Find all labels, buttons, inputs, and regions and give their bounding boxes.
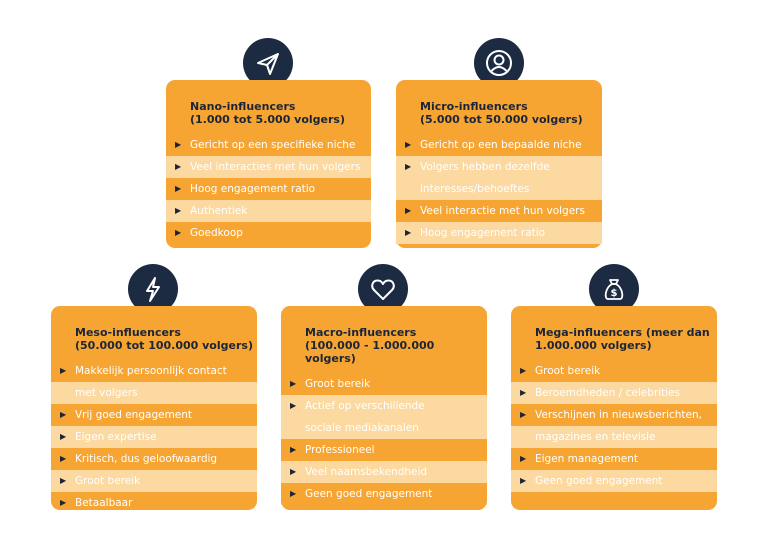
list-item: ▶ Authentiek: [166, 200, 371, 222]
card-nano-influencers: [166, 80, 371, 248]
list-item: ▶ Veel naamsbekendheid: [281, 461, 487, 483]
list-item: ▶ Veel interacties met hun volgers: [166, 156, 371, 178]
bullet-icon: ▶: [290, 467, 297, 476]
item-list: [51, 360, 257, 514]
bullet-icon: ▶: [60, 410, 67, 419]
card-title: Nano-influencers (1.000 tot 5.000 volgers): [190, 100, 346, 126]
list-item: ▶ Gericht op een bepaalde niche: [396, 134, 602, 156]
list-item: ▶ Gericht op een specifieke niche: [166, 134, 371, 156]
bullet-icon: ▶: [520, 476, 527, 485]
list-item: ▶ Hoog engagement ratio: [166, 178, 371, 200]
card-meso-influencers: [51, 306, 257, 510]
list-item: ▶ Actief op verschillende: [281, 395, 487, 417]
bullet-icon: ▶: [60, 454, 67, 463]
card-title: Mega-influencers (meer dan 1.000.000 volgers): [535, 326, 710, 352]
list-item: magazines en televisie: [511, 426, 717, 448]
list-item: sociale mediakanalen: [281, 417, 487, 439]
list-item: ▶ Kritisch, dus geloofwaardig: [51, 448, 257, 470]
bullet-icon: ▶: [290, 445, 297, 454]
list-item: ▶ Geen goed engagement: [511, 470, 717, 492]
bullet-icon: ▶: [405, 228, 412, 237]
list-item: ▶ Makkelijk persoonlijk contact: [51, 360, 257, 382]
bullet-icon: ▶: [405, 206, 412, 215]
svg-text:$: $: [610, 288, 618, 299]
bullet-icon: ▶: [175, 206, 182, 215]
list-item: ▶ Beroemdheden / celebrities: [511, 382, 717, 404]
bullet-icon: ▶: [175, 140, 182, 149]
list-item: ▶ Verschijnen in nieuwsberichten,: [511, 404, 717, 426]
bullet-icon: ▶: [405, 140, 412, 149]
list-item: ▶ Groot bereik: [51, 470, 257, 492]
list-item: ▶ Groot bereik: [281, 373, 487, 395]
bullet-icon: ▶: [520, 366, 527, 375]
bullet-icon: ▶: [290, 379, 297, 388]
list-item: ▶ Vrij goed engagement: [51, 404, 257, 426]
list-item: ▶ Volgers hebben dezelfde: [396, 156, 602, 178]
list-item: ▶ Veel interactie met hun volgers: [396, 200, 602, 222]
bullet-icon: ▶: [290, 489, 297, 498]
card-macro-influencers: [281, 306, 487, 510]
list-item: ▶ Eigen management: [511, 448, 717, 470]
bullet-icon: ▶: [60, 432, 67, 441]
card-title: Micro-influencers (5.000 tot 50.000 volgers): [420, 100, 583, 126]
list-item: met volgers: [51, 382, 257, 404]
bullet-icon: ▶: [60, 498, 67, 507]
list-item: ▶ Professioneel: [281, 439, 487, 461]
item-list: [166, 134, 371, 244]
bullet-icon: ▶: [60, 366, 67, 375]
bullet-icon: ▶: [520, 410, 527, 419]
list-item: ▶ Betaalbaar: [51, 492, 257, 514]
card-mega-influencers: [511, 306, 717, 510]
card-title: Meso-influencers (50.000 tot 100.000 volgers): [75, 326, 253, 352]
list-item: ▶ Eigen expertise: [51, 426, 257, 448]
item-list: [511, 360, 717, 492]
list-item: interesses/behoeftes: [396, 178, 602, 200]
list-item: ▶ Goedkoop: [166, 222, 371, 244]
bullet-icon: ▶: [520, 454, 527, 463]
item-list: [281, 373, 487, 505]
card-title: Macro-influencers (100.000 - 1.000.000 volgers): [305, 326, 435, 365]
list-item: ▶ Geen goed engagement: [281, 483, 487, 505]
bullet-icon: ▶: [175, 184, 182, 193]
list-item: ▶ Hoog engagement ratio: [396, 222, 602, 244]
list-item: ▶ Groot bereik: [511, 360, 717, 382]
bullet-icon: ▶: [520, 388, 527, 397]
bullet-icon: ▶: [290, 401, 297, 410]
item-list: [396, 134, 602, 244]
bullet-icon: ▶: [175, 228, 182, 237]
bullet-icon: ▶: [405, 162, 412, 171]
bullet-icon: ▶: [175, 162, 182, 171]
bullet-icon: ▶: [60, 476, 67, 485]
card-micro-influencers: [396, 80, 602, 248]
